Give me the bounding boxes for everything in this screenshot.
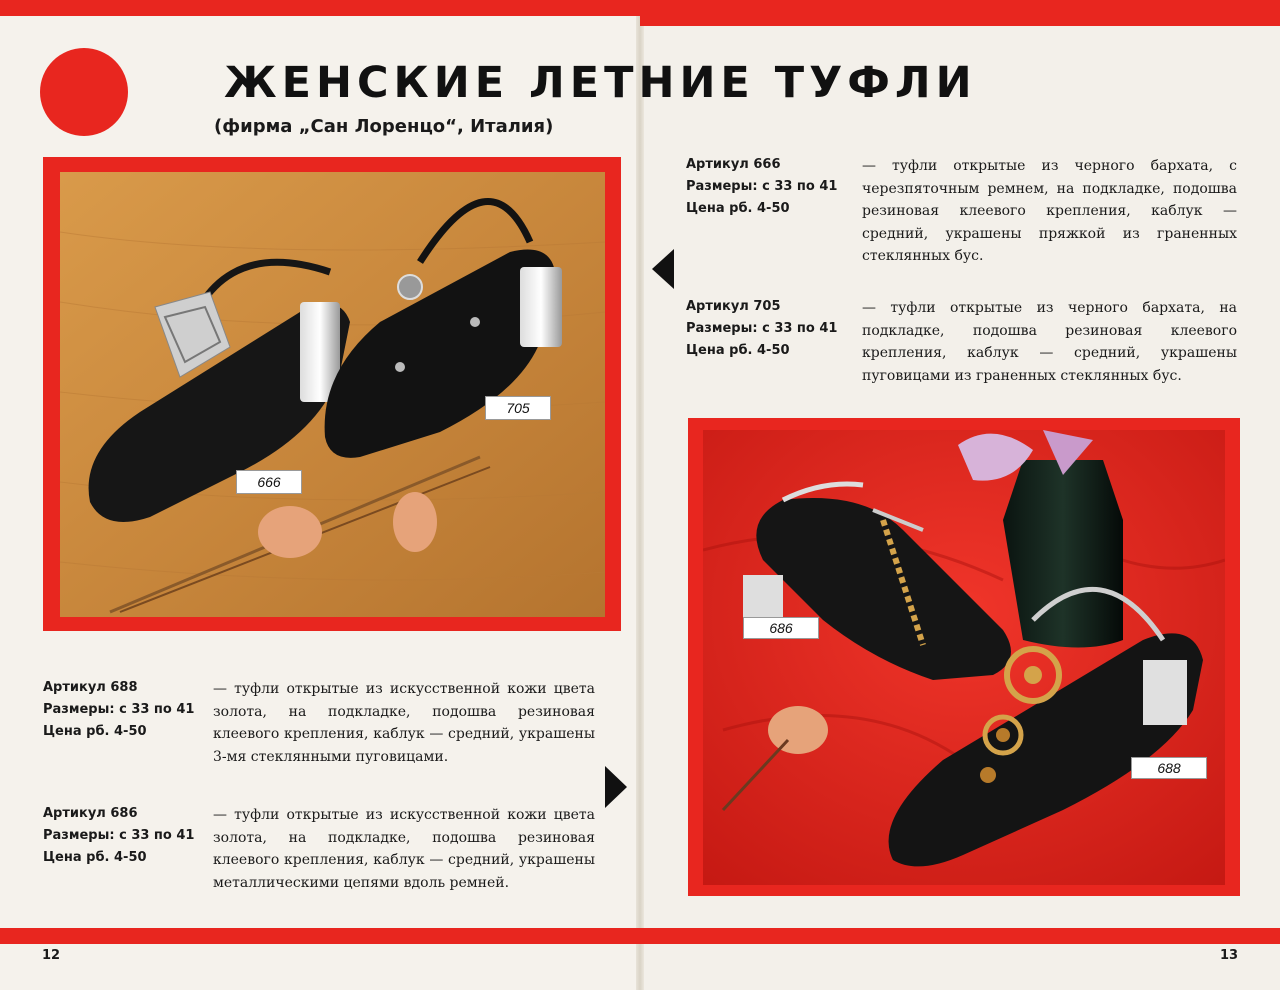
bottom-red-band-right (640, 928, 1280, 944)
red-circle-decoration (40, 48, 128, 136)
description-705: — туфли открытые из черного бархата, на подкладке, подошва резиновая клеевого крепления, каблук — средний, украшены пуговицами из граненных стеклянных бус. (862, 300, 1237, 384)
pointer-right-arrow-icon (605, 766, 627, 808)
page-gutter (636, 0, 644, 990)
spec-block-666 (686, 154, 837, 220)
photo-tag-688: 688 (1131, 757, 1207, 779)
size-range: Размеры: с 33 по 41 (686, 179, 838, 194)
description-666: — туфли открытые из черного бархата, с черезпяточным ремнем, на подкладке, подошва резиновая клеевого крепления, каблук — средний, украшены пряжкой из граненных стеклянных бус. (862, 158, 1237, 264)
size-range: Размеры: с 33 по 41 (686, 321, 838, 336)
photo-tag-666: 666 (236, 470, 302, 494)
description-688: — туфли открытые из искусственной кожи цвета золота, на подкладке, подошва резиновая клеевого крепления, каблук — средний, украшены 3-мя стеклянными пуговицами. (213, 681, 595, 765)
page-number-left: 12 (42, 948, 61, 963)
article-number: Артикул 705 (686, 299, 781, 314)
photo-sandals-666-705 (60, 172, 605, 617)
spec-block-688 (43, 677, 194, 743)
spec-block-686 (43, 803, 194, 869)
size-range: Размеры: с 33 по 41 (43, 828, 195, 843)
photo-illustration-right (703, 430, 1225, 885)
photo-illustration-left (60, 172, 605, 617)
price: Цена рб. 4-50 (43, 724, 147, 739)
spec-block-705 (686, 296, 837, 362)
photo-tag-686: 686 (743, 617, 819, 639)
page-number-right: 13 (1220, 948, 1239, 963)
article-number: Артикул 666 (686, 157, 781, 172)
price: Цена рб. 4-50 (686, 201, 790, 216)
bottom-red-band-left (0, 928, 640, 944)
price: Цена рб. 4-50 (43, 850, 147, 865)
photo-frame-left (43, 157, 621, 631)
page-subtitle: (фирма „Сан Лоренцо“, Италия) (214, 116, 554, 137)
description-686: — туфли открытые из искусственной кожи цвета золота, на подкладке, подошва резиновая клеевого крепления, каблук — средний, украшены металлическими цепями вдоль ремней. (213, 807, 595, 891)
photo-sandals-686-688 (703, 430, 1225, 885)
size-range: Размеры: с 33 по 41 (43, 702, 195, 717)
top-red-band-left (0, 0, 640, 16)
photo-tag-705: 705 (485, 396, 551, 420)
article-number: Артикул 686 (43, 806, 138, 821)
page-title: ЖЕНСКИЕ ЛЕТНИЕ ТУФЛИ (224, 58, 977, 108)
price: Цена рб. 4-50 (686, 343, 790, 358)
pointer-left-arrow-icon (652, 249, 674, 289)
top-red-band-right (640, 0, 1280, 26)
article-number: Артикул 688 (43, 680, 138, 695)
photo-frame-right (688, 418, 1240, 896)
